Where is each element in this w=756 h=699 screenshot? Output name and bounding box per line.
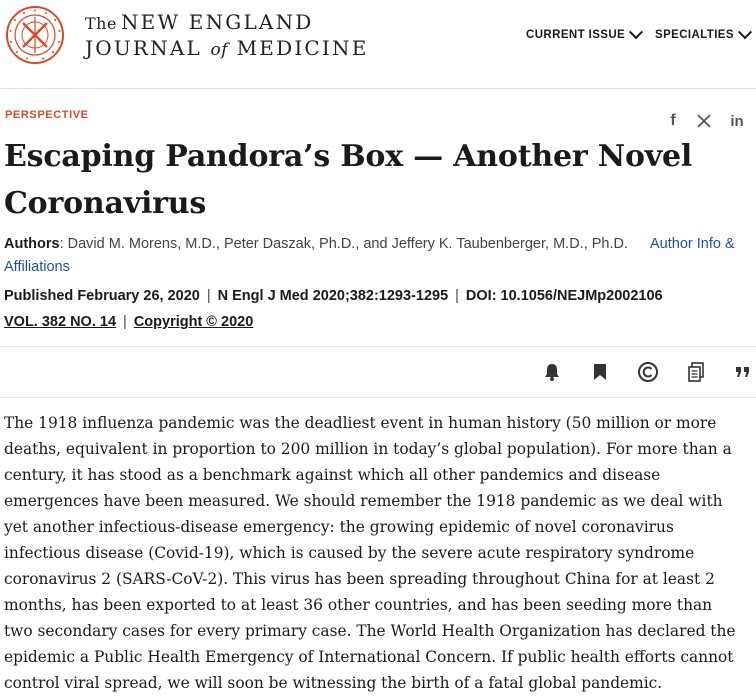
bookmark-icon[interactable] <box>588 360 612 384</box>
authors-label: Authors <box>4 236 60 252</box>
nav-specialties-label: SPECIALTIES <box>655 29 734 41</box>
site-header <box>0 0 756 76</box>
issue-meta <box>4 314 253 330</box>
brand-medicine: MEDICINE <box>236 36 369 60</box>
bell-icon[interactable] <box>540 360 564 384</box>
journal-citation: N Engl J Med 2020;382:1293-1295 <box>217 288 449 304</box>
toolbar-divider-bottom <box>0 397 756 398</box>
publication-meta <box>4 288 663 304</box>
authors-block <box>4 233 752 279</box>
brand-line1: NEW ENGLAND <box>120 10 314 34</box>
x-icon[interactable] <box>693 112 715 130</box>
nejm-seal-logo[interactable] <box>5 5 65 65</box>
chevron-down-icon <box>738 25 752 39</box>
meta-separator: | <box>123 314 127 330</box>
toolbar-divider-top <box>0 346 756 347</box>
meta-separator: | <box>206 288 211 304</box>
brand-the: The <box>85 14 117 33</box>
nav-specialties[interactable] <box>655 29 750 41</box>
brand-wordmark[interactable] <box>85 10 369 63</box>
article-title: Escaping Pandora’s Box — Another Novel Coronavirus <box>4 139 693 221</box>
published-date: Published February 26, 2020 <box>4 288 200 304</box>
brand-journal: JOURNAL <box>85 36 202 60</box>
quote-icon[interactable] <box>731 360 755 384</box>
chevron-down-icon <box>629 25 643 39</box>
facebook-icon[interactable]: f <box>670 112 676 129</box>
copyright-icon[interactable] <box>636 360 660 384</box>
author-info-link[interactable]: Author Info & <box>650 236 735 252</box>
article-body-paragraph: The 1918 influenza pandemic was the deadliest event in human history (50 million or more deaths, equivalent in proportion to 200 million in today’s global population). For more than a century, it has stood as a benchmark against which all other pandemics and disease emergences have been measured. We should remember the 1918 pandemic as we deal with yet another infectious-disease emergency: the growing epidemic of novel coronavirus infectious disease (Covid-19), which is caused by the severe acute respiratory syndrome coronavirus 2 (SARS-CoV-2). This virus has been spreading throughout China for at least 2 months, has been exported to at least 36 other countries, and has been seeding more than two secondary cases for every primary case. The World Health Organization has declared the epidemic a Public Health Emergency of International Concern. If public health efforts cannot control viral spread, we will soon be witnessing the birth of a fatal global pandemic. <box>4 414 736 692</box>
nav-current-issue-label: CURRENT ISSUE <box>526 29 626 41</box>
header-divider <box>0 88 756 89</box>
author-affiliations-link[interactable]: Affiliations <box>4 259 70 275</box>
nav-current-issue[interactable] <box>526 29 641 41</box>
copy-pages-icon[interactable] <box>684 360 708 384</box>
volume-link[interactable]: VOL. 382 NO. 14 <box>4 314 117 330</box>
linkedin-icon[interactable]: in <box>730 112 744 130</box>
copyright-link[interactable]: Copyright © 2020 <box>133 314 254 330</box>
meta-separator: | <box>455 288 459 304</box>
authors-names: : David M. Morens, M.D., Peter Daszak, Ph.D., and Jeffery K. Taubenberger, M.D., Ph.D. <box>59 236 629 252</box>
article-kicker[interactable]: PERSPECTIVE <box>5 109 89 121</box>
doi[interactable]: DOI: 10.1056/NEJMp2002106 <box>465 288 663 304</box>
brand-of: of <box>210 40 229 60</box>
